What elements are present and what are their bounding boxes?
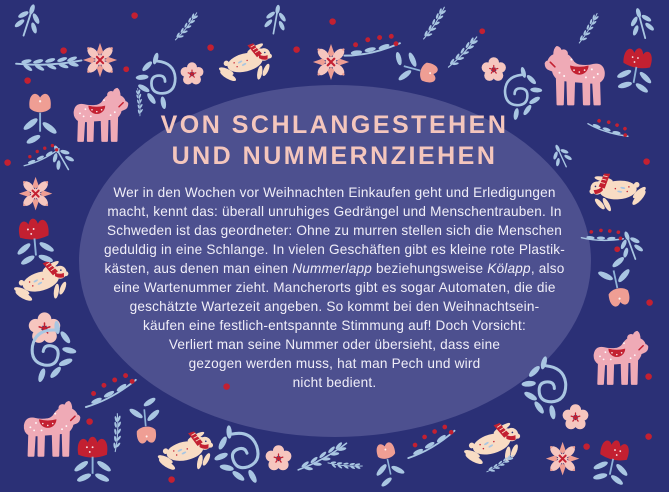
star-ornament-illustration — [306, 37, 356, 87]
red-dot-illustration — [60, 47, 66, 53]
dala-horse-illustration — [595, 332, 648, 384]
dala-horse-illustration — [25, 402, 80, 456]
body-text-line: eine Wartenummer zieht. Mancherorts gibt es sogar Automaten, die die — [113, 280, 556, 295]
fern-branch-illustration — [484, 454, 516, 474]
flower-illustration — [266, 445, 292, 470]
red-dot-illustration — [479, 28, 485, 34]
fern-branch-illustration — [169, 11, 204, 42]
red-dot-illustration — [86, 418, 92, 424]
red-dot-illustration — [168, 476, 174, 482]
red-dot-illustration — [643, 158, 649, 164]
flower-illustration — [482, 57, 506, 81]
red-dot-illustration — [207, 44, 213, 50]
fern-branch-illustration — [131, 88, 148, 116]
swirl-branch-illustration — [505, 66, 542, 120]
body-text-line: Schweden ist das geordneter: Ohne zu murren stellen sich die Menschen — [106, 223, 563, 238]
berry-branch-illustration — [82, 372, 139, 407]
flower-illustration — [563, 404, 589, 429]
red-dot-illustration — [4, 159, 10, 165]
fern-branch-illustration — [415, 6, 453, 41]
red-tulip-illustration — [13, 217, 56, 267]
center-oval-background — [79, 85, 591, 437]
red-dot-illustration — [645, 433, 651, 439]
red-dot-illustration — [329, 18, 335, 24]
red-dot-illustration — [646, 299, 652, 305]
red-tulip-illustration — [73, 437, 112, 484]
red-dot-illustration — [645, 373, 651, 379]
body-text-line: nicht bedient. — [292, 375, 377, 390]
body-text-line: kästen, aus denen man einen Nummerlapp beziehungsweise Kölapp, also — [104, 261, 565, 276]
flower-illustration — [181, 62, 204, 84]
red-dot-illustration — [24, 77, 30, 83]
leaf-sprig-illustration — [547, 141, 574, 171]
red-dot-illustration — [293, 46, 299, 52]
pink-tulip-illustration — [127, 396, 163, 445]
swirl-branch-illustration — [205, 418, 267, 492]
body-text-line: geschätzte Wartezeit angeben. So kommt bei den Weihnachtsein- — [129, 299, 540, 314]
red-dot-illustration — [583, 443, 589, 449]
fern-branch-illustration — [571, 12, 605, 45]
berry-branch-illustration — [588, 107, 632, 147]
body-text-line: gezogen werden muss, hat man Pech und wird — [188, 356, 481, 371]
red-tulip-illustration — [590, 437, 636, 488]
rabbit-illustration — [459, 420, 524, 470]
body-text-line: käufen eine festlich-entspannte Stimmung auf! Doch Vorsicht: — [142, 318, 526, 333]
red-dot-illustration — [123, 66, 129, 72]
pink-tulip-illustration — [594, 254, 638, 309]
card-title-line-1: VON SCHLANGESTEHEN — [160, 111, 509, 139]
rabbit-illustration — [9, 258, 72, 306]
leaf-sprig-illustration — [625, 5, 656, 41]
leaf-sprig-illustration — [45, 140, 77, 175]
body-text-line: geduldig in eine Schlange. In vielen Geschäften gibt es kleine rote Plastik- — [103, 242, 566, 257]
leaf-sprig-illustration — [262, 3, 290, 36]
body-text-line: macht, kennt das: überall unruhiges Gedrängel und Menschentrauben. In — [107, 204, 562, 219]
dala-horse-illustration — [75, 89, 128, 141]
star-ornament-illustration — [76, 36, 123, 83]
card-title-line-2: UND NUMMERNZIEHEN — [171, 142, 498, 170]
dala-horse-illustration — [546, 47, 604, 104]
pink-tulip-illustration — [369, 440, 408, 489]
red-tulip-illustration — [614, 45, 658, 95]
pink-tulip-illustration — [388, 47, 441, 90]
pink-tulip-illustration — [22, 94, 58, 146]
body-text-line: Verliert man seine Nummer oder übersieht, dass eine — [168, 337, 501, 352]
fern-branch-illustration — [15, 42, 82, 83]
leaf-sprig-illustration — [11, 0, 46, 39]
fern-branch-illustration — [441, 35, 484, 70]
red-dot-illustration — [614, 246, 620, 252]
berry-branch-illustration — [344, 28, 401, 63]
rabbit-illustration — [154, 429, 215, 474]
fern-branch-illustration — [327, 452, 363, 478]
rabbit-illustration — [215, 41, 275, 86]
red-dot-illustration — [131, 12, 137, 18]
red-dot-illustration — [223, 383, 229, 389]
fern-branch-illustration — [294, 440, 350, 473]
rabbit-illustration — [587, 166, 650, 214]
star-ornament-illustration — [540, 436, 586, 482]
body-text-line: Wer in den Wochen vor Weihnachten Einkaufen geht und Erledigungen — [113, 185, 556, 200]
star-ornament-illustration — [13, 171, 59, 217]
